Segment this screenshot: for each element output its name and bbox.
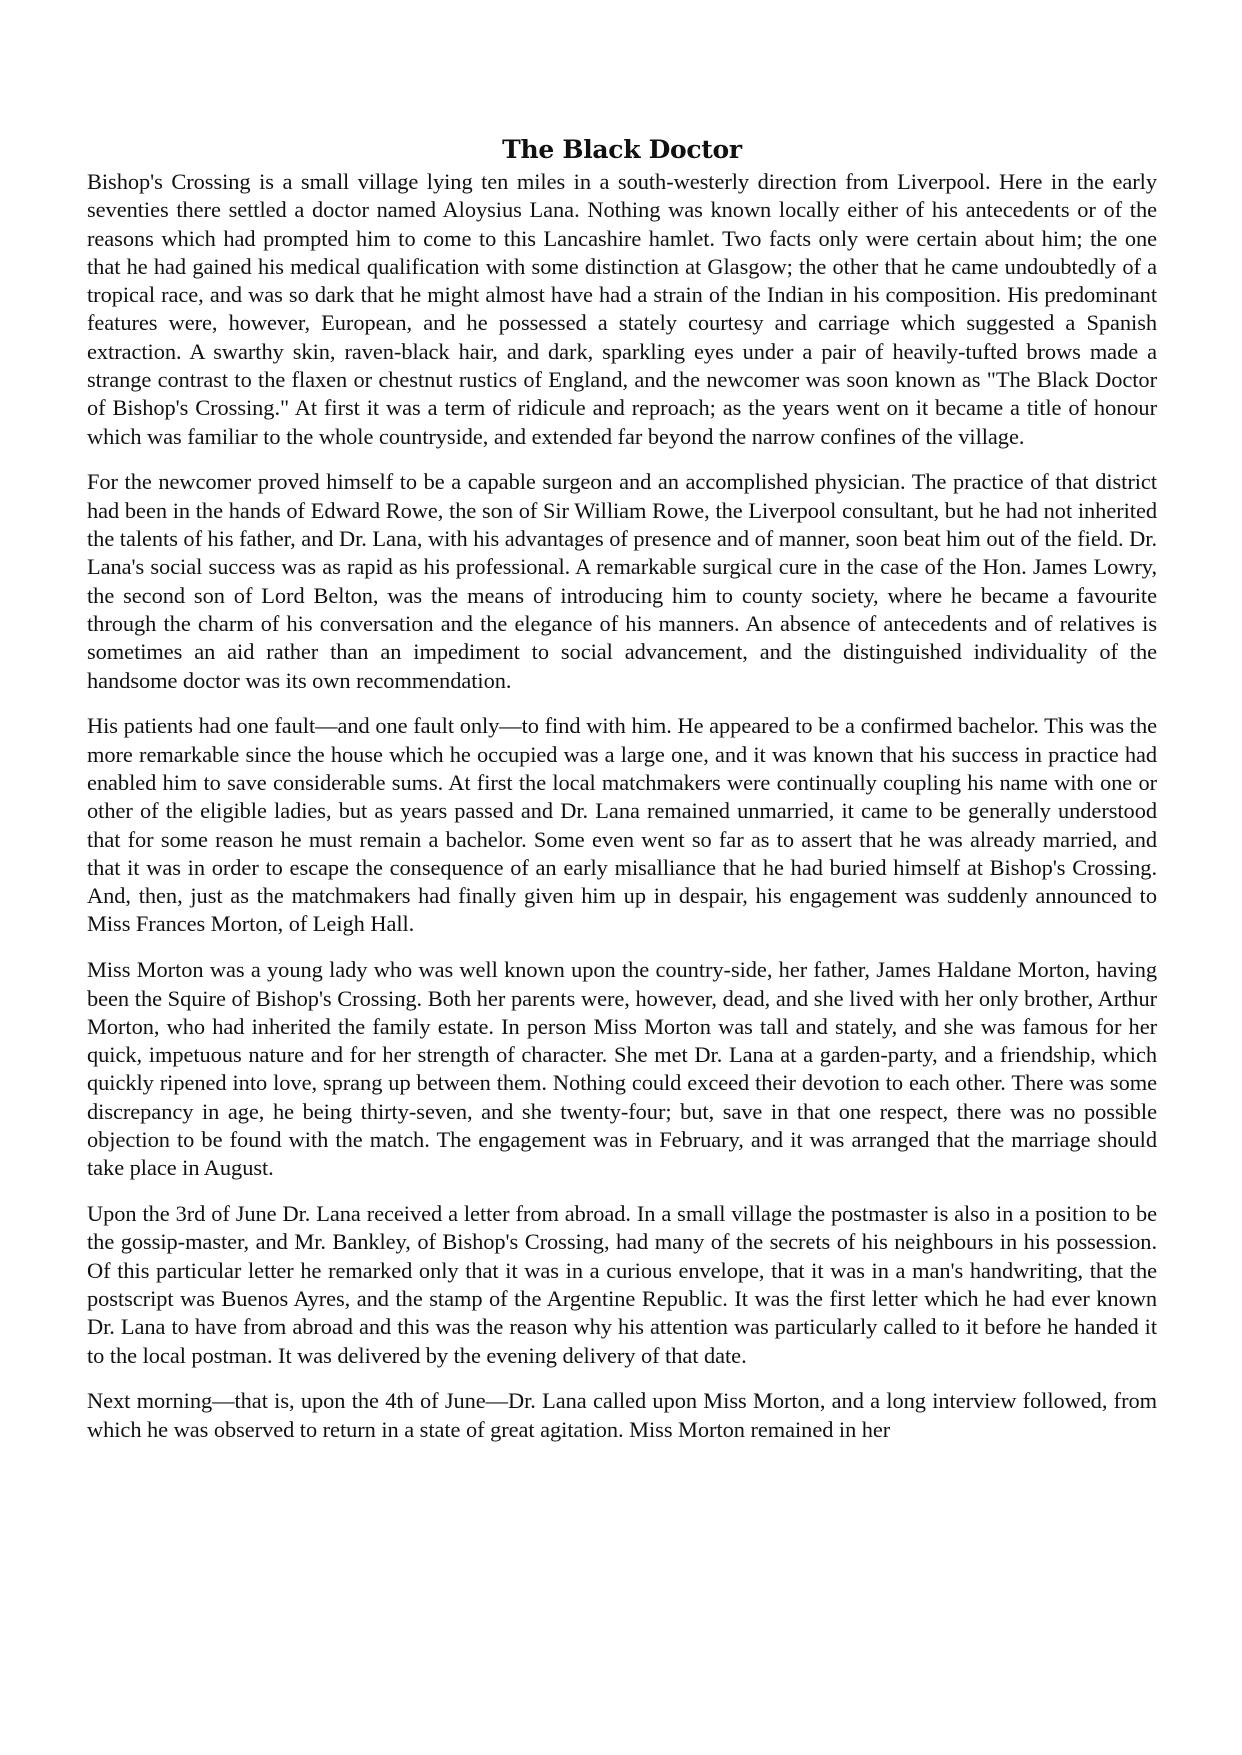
paragraph-1: Bishop's Crossing is a small village lying ten miles in a south-westerly direction from Liverpool. Here in the early seventies there settled a doctor named Aloysius Lana. Nothing was known locally either of his antecedents or of the reasons which had prompted him to come to this Lancashire hamlet. Two facts only were certain about him; the one that he had gained his medical qualification with some distinction at Glasgow; the other that he came undoubtedly of a tropical race, and was so dark that he might almost have had a strain of the Indian in his composition. His predominant features were, however, European, and he possessed a stately courtesy and carriage which suggested a Spanish extraction. A swarthy skin, raven-black hair, and dark, sparkling eyes under a pair of heavily-tufted brows made a strange contrast to the flaxen or chestnut rustics of England, and the newcomer was soon known as "The Black Doctor of Bishop's Crossing." At first it was a term of ridicule and reproach; as the years went on it became a title of honour which was familiar to the whole countryside, and extended far beyond the narrow confines of the village. bbox=[87, 169, 1157, 449]
paragraph-6: Next morning—that is, upon the 4th of June—Dr. Lana called upon Miss Morton, and a long interview followed, from which he was observed to return in a state of great agitation. Miss Morton remained in her bbox=[87, 1388, 1157, 1442]
document-title: The Black Doctor bbox=[502, 135, 742, 164]
paragraph-2: For the newcomer proved himself to be a capable surgeon and an accomplished physician. The practice of that district had been in the hands of Edward Rowe, the son of Sir William Rowe, the Liverpool consultant, but he had not inherited the talents of his father, and Dr. Lana, with his advantages of presence and of manner, soon beat him out of the field. Dr. Lana's social success was as rapid as his professional. A remarkable surgical cure in the case of the Hon. James Lowry, the second son of Lord Belton, was the means of introducing him to county society, where he became a favourite through the charm of his conversation and the elegance of his manners. An absence of antecedents and of relatives is sometimes an aid rather than an impediment to social advancement, and the distinguished individuality of the handsome doctor was its own recommendation. bbox=[87, 469, 1157, 693]
document-page bbox=[87, 134, 1157, 1461]
paragraph-5: Upon the 3rd of June Dr. Lana received a letter from abroad. In a small village the postmaster is also in a position to be the gossip-master, and Mr. Bankley, of Bishop's Crossing, had many of the secrets of his neighbours in his possession. Of this particular letter he remarked only that it was in a curious envelope, that it was in a man's handwriting, that the postscript was Buenos Ayres, and the stamp of the Argentine Republic. It was the first letter which he had ever known Dr. Lana to have from abroad and this was the reason why his attention was particularly called to it before he handed it to the local postman. It was delivered by the evening delivery of that date. bbox=[87, 1201, 1157, 1368]
paragraph-4: Miss Morton was a young lady who was well known upon the country-side, her father, James Haldane Morton, having been the Squire of Bishop's Crossing. Both her parents were, however, dead, and she lived with her only brother, Arthur Morton, who had inherited the family estate. In person Miss Morton was tall and stately, and she was famous for her quick, impetuous nature and for her strength of character. She met Dr. Lana at a garden-party, and a friendship, which quickly ripened into love, sprang up between them. Nothing could exceed their devotion to each other. There was some discrepancy in age, he being thirty-seven, and she twenty-four; but, save in that one respect, there was no possible objection to be found with the match. The engagement was in February, and it was arranged that the marriage should take place in August. bbox=[87, 957, 1157, 1181]
paragraph-3: His patients had one fault—and one fault only—to find with him. He appeared to be a confirmed bachelor. This was the more remarkable since the house which he occupied was a large one, and it was known that his success in practice had enabled him to save considerable sums. At first the local matchmakers were continually coupling his name with one or other of the eligible ladies, but as years passed and Dr. Lana remained unmarried, it came to be generally understood that for some reason he must remain a bachelor. Some even went so far as to assert that he was already married, and that it was in order to escape the consequence of an early misalliance that he had buried himself at Bishop's Crossing. And, then, just as the matchmakers had finally given him up in despair, his engagement was suddenly announced to Miss Frances Morton, of Leigh Hall. bbox=[87, 713, 1157, 937]
